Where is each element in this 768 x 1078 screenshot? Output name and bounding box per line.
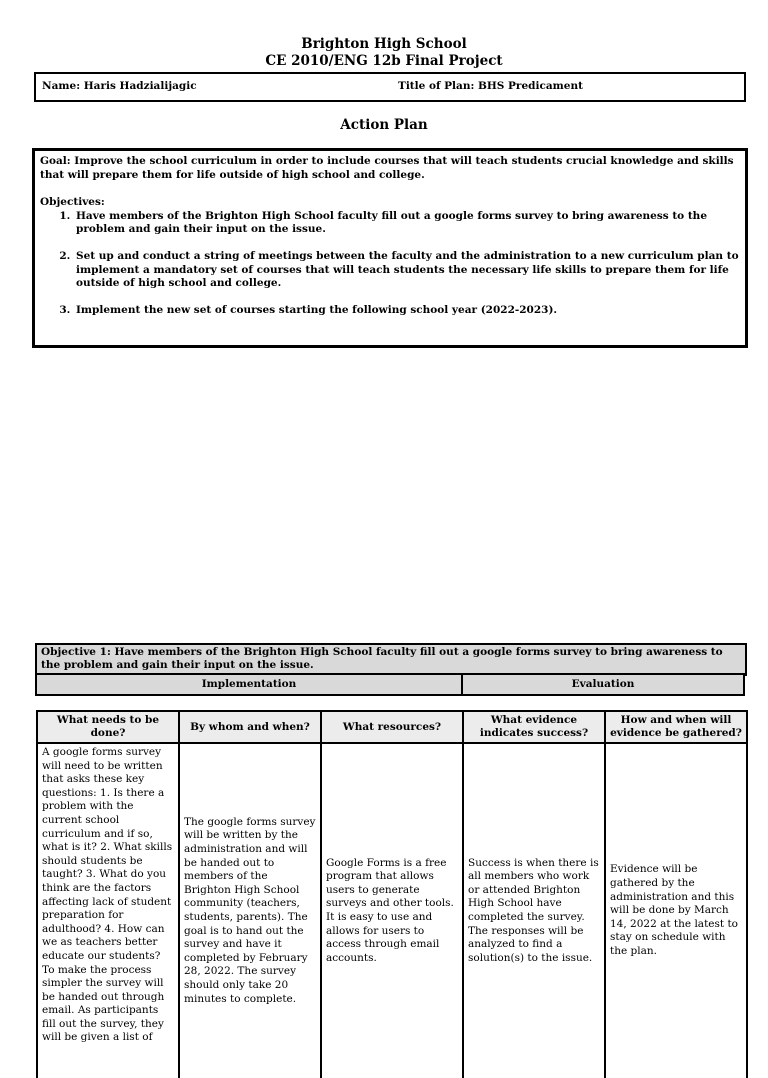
objective-1-heading: Objective 1: Have members of the Brighton High School faculty fill out a google forms survey to bring awareness to the problem and gain their input on the issue. (35, 643, 747, 676)
column-header: How and when will evidence be gathered? (605, 711, 747, 743)
table-cell: Google Forms is a free program that allows users to generate surveys and other tools. It is easy to use and allows for users to access through email accounts. (321, 743, 463, 1078)
column-header: What needs to be done? (37, 711, 179, 743)
table-header-row (37, 711, 747, 743)
objective-item-2: 2. Set up and conduct a string of meetings between the faculty and the administration to a new curriculum plan to implement a mandatory set of courses that will teach students the necessary life skills to prepare them for life outside of high school and college. (74, 250, 740, 291)
implementation-evaluation-row (35, 673, 745, 696)
implementation-label: Implementation (37, 675, 463, 694)
school-name: Brighton High School (301, 36, 467, 52)
plan-title: Title of Plan: BHS Predicament (398, 80, 583, 92)
column-header: What evidence indicates success? (463, 711, 605, 743)
table-cell: A google forms survey will need to be written that asks these key questions: 1. Is there a problem with the current school curriculum and if so, what is it? 2. What skills should students be taught? 3. What do you think are the factors affecting lack of student preparation for adulthood? 4. How can we as teachers better educate our students? To make the process simpler the survey will be handed out through email. As participants fill out the survey, they will be given a list of (37, 743, 179, 1078)
column-header: By whom and when? (179, 711, 321, 743)
action-plan-heading: Action Plan (340, 117, 428, 133)
table-cell: The google forms survey will be written by the administration and will be handed out to members of the Brighton High School community (teachers, students, parents). The goal is to hand out the survey and have it completed by February 28, 2022. The survey should only take 20 minutes to complete. (179, 743, 321, 1078)
project-title: CE 2010/ENG 12b Final Project (265, 53, 503, 69)
action-plan-table (36, 710, 748, 1078)
table-cell: Success is when there is all members who work or attended Brighton High School have completed the survey. The responses will be analyzed to find a solution(s) to the issue. (463, 743, 605, 1078)
student-name: Name: Haris Hadzialijagic (42, 80, 197, 92)
objectives-label: Objectives: (40, 196, 105, 209)
goal-box (32, 148, 748, 348)
objective-item-3: 3. Implement the new set of courses starting the following school year (2022-2023). (74, 304, 740, 318)
objective-item-1: 1. Have members of the Brighton High School faculty fill out a google forms survey to bring awareness to the problem and gain their input on the issue. (74, 210, 740, 237)
table-cell: Evidence will be gathered by the administration and this will be done by March 14, 2022 at the latest to stay on schedule with the plan. (605, 743, 747, 1078)
column-header: What resources? (321, 711, 463, 743)
table-row (37, 743, 747, 1078)
evaluation-label: Evaluation (571, 678, 635, 690)
objectives-list (40, 210, 740, 318)
goal-text: Goal: Improve the school curriculum in order to include courses that will teach students crucial knowledge and skills that will prepare them for life outside of high school and college. (40, 155, 734, 181)
name-title-box (34, 72, 746, 102)
